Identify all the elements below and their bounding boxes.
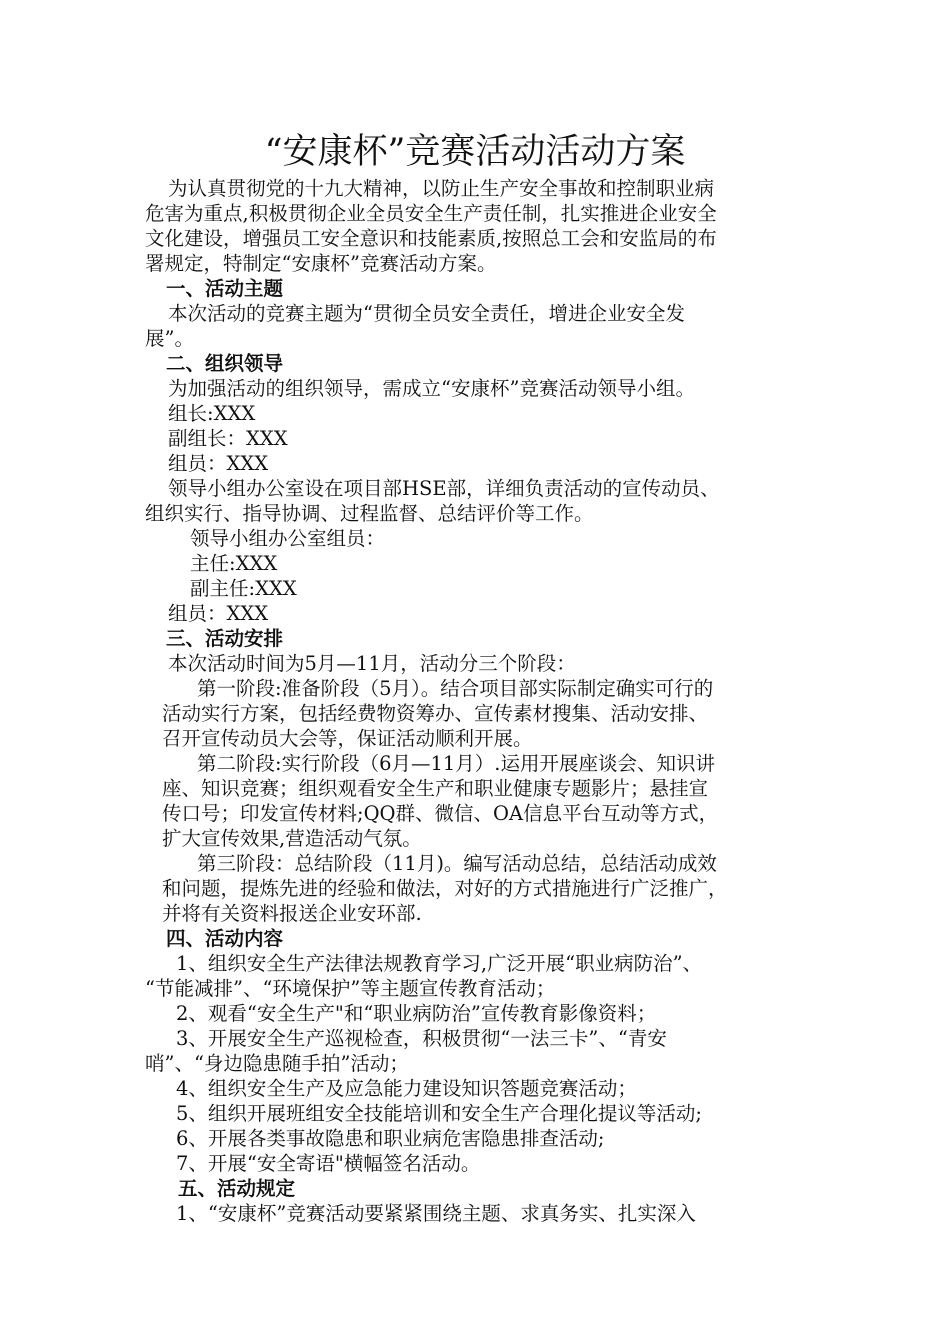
intro-line: 署规定，特制定“安康杯”竞赛活动方案。 [145, 252, 497, 275]
document-title: “安康杯”竞赛活动活动方案 [264, 132, 686, 172]
section-text: 副组长：XXX [168, 427, 288, 450]
list-item: “节能减排”、“环境保护”等主题宣传教育活动； [145, 977, 556, 1000]
section-heading-content: 四、活动内容 [166, 927, 284, 950]
section-text: 传口号；印发宣传材料;QQ群、微信、OA信息平台互动等方式， [162, 802, 719, 825]
list-item: 5、组织开展班组安全技能培训和安全生产合理化提议等活动; [176, 1102, 702, 1125]
section-text: 组织实行、指导协调、过程监督、总结评价等工作。 [145, 502, 594, 525]
section-text: 副主任:XXX [190, 577, 297, 600]
list-item: 2、观看“安全生产"和“职业病防治”宣传教育影像资料； [176, 1002, 657, 1025]
section-text: 领导小组办公室组员： [190, 527, 386, 550]
list-item: 4、组织安全生产及应急能力建设知识答题竞赛活动； [176, 1077, 637, 1100]
list-item: 6、开展各类事故隐患和职业病危害隐患排查活动; [176, 1127, 605, 1150]
section-text: 扩大宣传效果,营造活动气氛。 [162, 827, 422, 850]
intro-line: 为认真贯彻党的十九大精神，以防止生产安全事故和控制职业病 [168, 177, 715, 200]
section-text: 展”。 [145, 327, 194, 350]
section-text: 组员：XXX [168, 452, 269, 475]
section-text: 座、知识竞赛；组织观看安全生产和职业健康专题影片；悬挂宣 [162, 777, 709, 800]
intro-line: 文化建设，增强员工安全意识和技能素质,按照总工会和安监局的布 [145, 227, 717, 250]
section-text: 召开宣传动员大会等，保证活动顺利开展。 [162, 727, 533, 750]
section-text: 第一阶段:准备阶段（5月）。结合项目部实际制定确实可行的 [197, 677, 714, 700]
section-text: 本次活动时间为5月—11月，活动分三个阶段： [168, 652, 576, 675]
section-text: 并将有关资料报送企业安环部. [162, 902, 422, 925]
section-text: 活动实行方案，包括经费物资筹办、宣传素材搜集、活动安排、 [162, 702, 709, 725]
list-item: 1、“安康杯”竞赛活动要紧紧围绕主题、求真务实、扎实深入 [176, 1202, 696, 1225]
section-text: 组长:XXX [168, 402, 256, 425]
list-item: 哨”、“身边隐患随手拍”活动； [145, 1052, 409, 1075]
section-text: 主任:XXX [190, 552, 278, 575]
section-text: 本次活动的竞赛主题为“贯彻全员安全责任，增进企业安全发 [168, 302, 685, 325]
list-item: 1、组织安全生产法律法规教育学习,广泛开展“职业病防治”、 [176, 952, 703, 975]
section-text: 第三阶段：总结阶段（11月)。编写活动总结，总结活动成效 [197, 852, 717, 875]
section-text: 为加强活动的组织领导，需成立“安康杯”竞赛活动领导小组。 [168, 377, 695, 400]
section-text: 领导小组办公室设在项目部HSE部，详细负责活动的宣传动员、 [168, 477, 720, 500]
section-heading-theme: 一、活动主题 [166, 277, 284, 300]
section-heading-leadership: 二、组织领导 [166, 352, 284, 375]
list-item: 3、开展安全生产巡视检查，积极贯彻“一法三卡”、“青安 [176, 1027, 667, 1050]
intro-line: 危害为重点,积极贯彻企业全员安全生产责任制，扎实推进企业安全 [145, 202, 717, 225]
section-text: 组员：XXX [168, 602, 269, 625]
section-heading-rules: 五、活动规定 [178, 1177, 296, 1200]
section-text: 第二阶段:实行阶段（6月—11月）.运用开展座谈会、知识讲 [197, 752, 715, 775]
list-item: 7、开展“安全寄语"横幅签名活动。 [176, 1152, 481, 1175]
section-text: 和问题，提炼先进的经验和做法，对好的方式措施进行广泛推广， [162, 877, 728, 900]
section-heading-schedule: 三、活动安排 [166, 627, 284, 650]
